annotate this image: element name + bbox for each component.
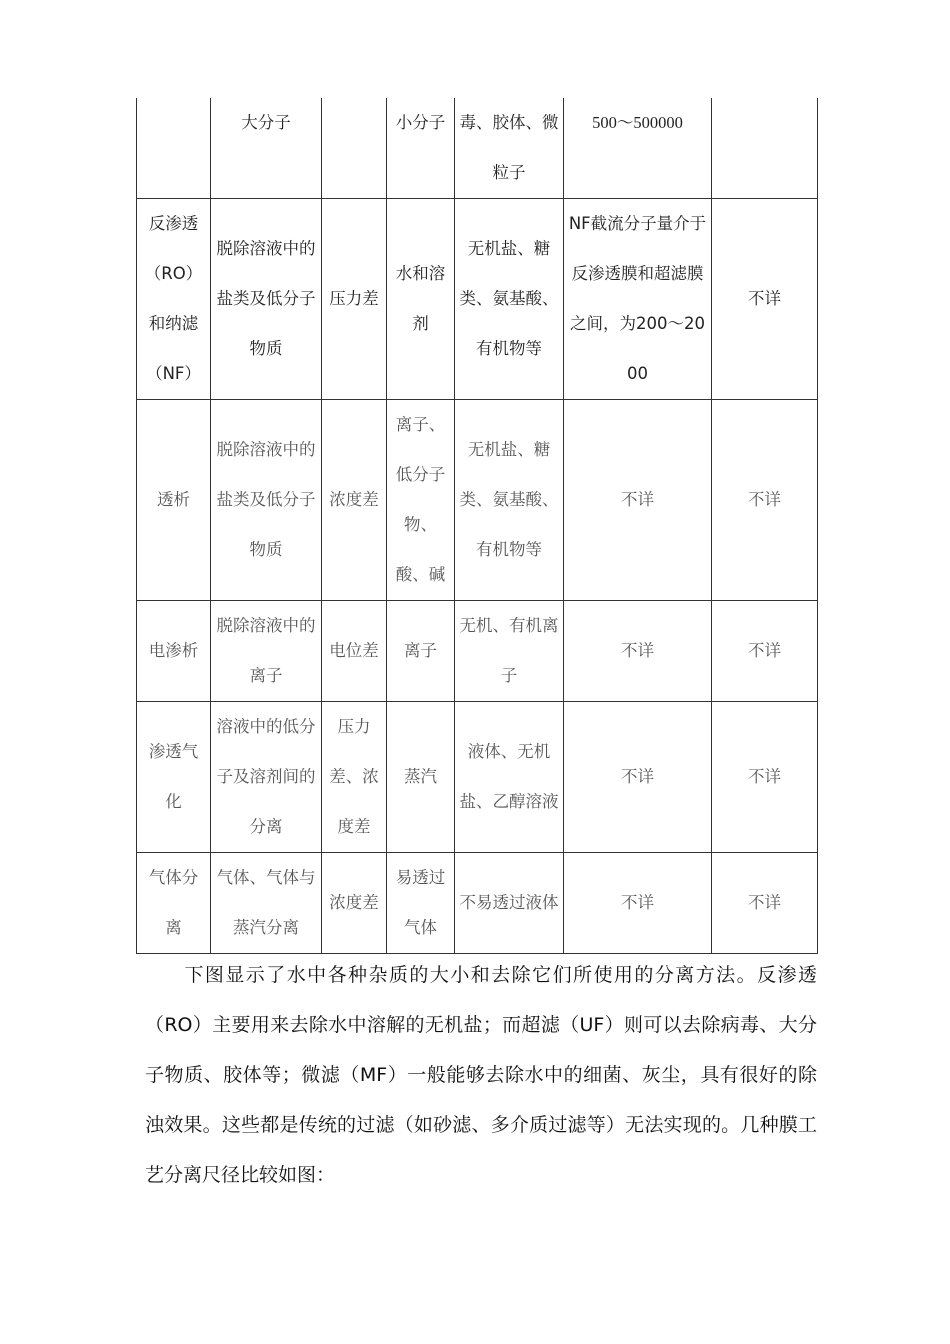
table-cell: 不详 <box>564 853 712 954</box>
table-cell: 大分子 <box>211 98 322 199</box>
table-cell: 无机、有机离子 <box>455 601 564 702</box>
table-cell: 脱除溶液中的离子 <box>211 601 322 702</box>
table-cell: 浓度差 <box>322 853 387 954</box>
table-cell: 不详 <box>712 702 818 853</box>
table-cell: 脱除溶液中的盐类及低分子物质 <box>211 199 322 400</box>
table-cell: 无机盐、糖类、氨基酸、有机物等 <box>455 199 564 400</box>
table-cell: 电渗析 <box>137 601 211 702</box>
table-cell: 溶液中的低分子及溶剂间的分离 <box>211 702 322 853</box>
table-cell: 毒、胶体、微粒子 <box>455 98 564 199</box>
table-cell <box>712 98 818 199</box>
table-cell: 渗透气化 <box>137 702 211 853</box>
table-cell: 不详 <box>712 400 818 601</box>
paragraph-text: 下图显示了水中各种杂质的大小和去除它们所使用的分离方法。反渗透（RO）主要用来去除水中溶解的无机盐；而超滤（UF）则可以去除病毒、大分子物质、胶体等；微滤（MF）一般能够去除水中的细菌、灰尘，具有很好的除浊效果。这些都是传统的过滤（如砂滤、多介质过滤等）无法实现的。几种膜工艺分离尺径比较如图： <box>145 964 817 1186</box>
table-cell: 水和溶剂 <box>387 199 455 400</box>
table-cell: 透析 <box>137 400 211 601</box>
table-row <box>137 400 818 601</box>
table-cell: 液体、无机盐、乙醇溶液 <box>455 702 564 853</box>
table-cell: 电位差 <box>322 601 387 702</box>
table-cell: 反渗透（RO）和纳滤（NF） <box>137 199 211 400</box>
table-cell: 500～500000 <box>564 98 712 199</box>
body-paragraph <box>145 950 817 1200</box>
table-cell: 不详 <box>712 199 818 400</box>
table-cell: 离子 <box>387 601 455 702</box>
table-row <box>137 98 818 199</box>
table-cell <box>137 98 211 199</box>
table-cell: 不详 <box>564 400 712 601</box>
table-row <box>137 199 818 400</box>
table-cell: 不详 <box>564 601 712 702</box>
membrane-comparison-table <box>136 98 818 954</box>
table-cell: 蒸汽 <box>387 702 455 853</box>
table-cell: 离子、低分子物、酸、碱 <box>387 400 455 601</box>
table-cell: 脱除溶液中的盐类及低分子物质 <box>211 400 322 601</box>
table-cell: 不详 <box>564 702 712 853</box>
table-cell: 小分子 <box>387 98 455 199</box>
table-cell <box>322 98 387 199</box>
table-cell: NF截流分子量介于反渗透膜和超滤膜之间，为200～2000 <box>564 199 712 400</box>
table-cell: 不详 <box>712 601 818 702</box>
table-row <box>137 853 818 954</box>
table-cell: 气体分离 <box>137 853 211 954</box>
table-row <box>137 702 818 853</box>
table-cell: 气体、气体与蒸汽分离 <box>211 853 322 954</box>
table-cell: 无机盐、糖类、氨基酸、有机物等 <box>455 400 564 601</box>
table-cell: 浓度差 <box>322 400 387 601</box>
table-cell: 不易透过液体 <box>455 853 564 954</box>
table-cell: 压力差 <box>322 199 387 400</box>
table-row <box>137 601 818 702</box>
table-cell: 压力差、浓度差 <box>322 702 387 853</box>
table-cell: 不详 <box>712 853 818 954</box>
table-cell: 易透过气体 <box>387 853 455 954</box>
